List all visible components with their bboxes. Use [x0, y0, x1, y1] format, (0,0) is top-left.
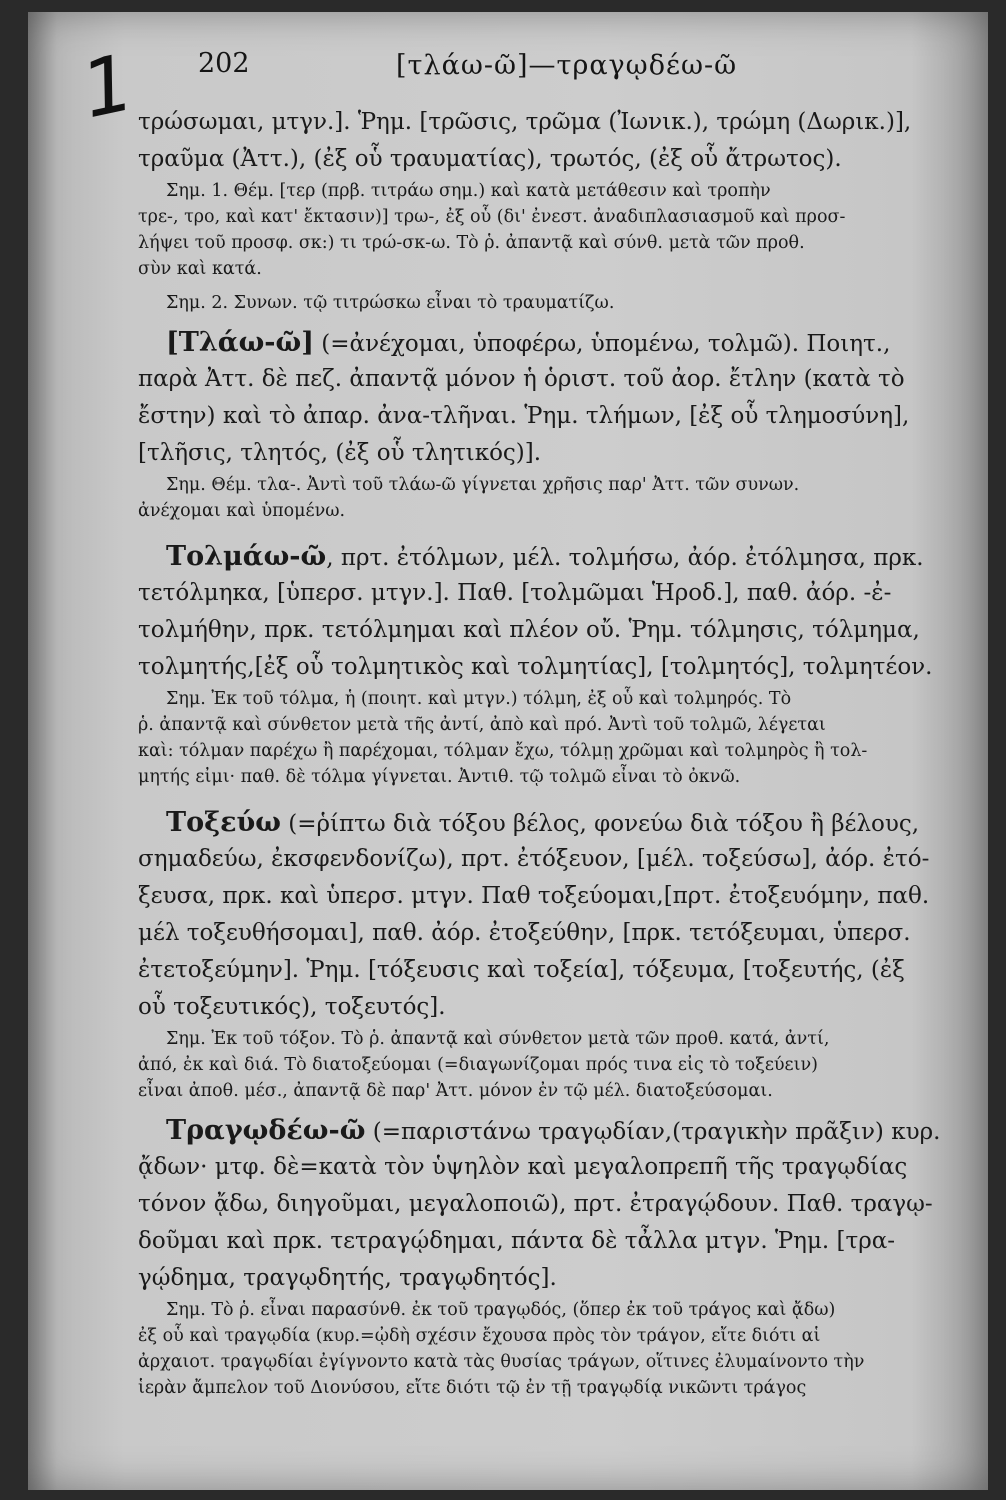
- page-header: [198, 40, 818, 90]
- note-line: καὶ: τόλμαν παρέχω ἢ παρέχομαι, τόλμαν ἔχω, τόλμῃ χρῶμαι καὶ τολμηρὸς ἢ τολ-: [138, 741, 868, 761]
- text-line: παρὰ Ἀττ. δὲ πεζ. ἀπαντᾷ μόνον ἡ ὁριστ. τοῦ ἀορ. ἔτλην (κατὰ τὸ: [138, 366, 905, 392]
- note-line: Σημ. Ἐκ τοῦ τόλμα, ἡ (ποιητ. καὶ μτγν.) τόλμη, ἐξ οὗ καὶ τολμηρός. Τὸ: [166, 689, 792, 709]
- text-line: [τλῆσις, τλητός, (ἐξ οὗ τλητικός)].: [138, 440, 542, 466]
- text-line: γῴδημα, τραγῳδητής, τραγῳδητός].: [138, 1265, 557, 1291]
- entry-text: (=παριστάνω τραγῳδίαν,(τραγικὴν πρᾶξιν) κυρ.: [365, 1119, 941, 1145]
- text-line: δοῦμαι καὶ πρκ. τετραγῴδημαι, πάντα δὲ τἆλλα μτγν. Ῥημ. [τρα-: [138, 1228, 896, 1254]
- note-line: Σημ. 2. Συνων. τῷ τιτρώσκω εἶναι τὸ τραυματίζω.: [166, 293, 615, 313]
- text-line: σημαδεύω, ἐκσφενδονίζω), πρτ. ἐτόξευον, [μέλ. τοξεύσω], ἀόρ. ἐτό-: [138, 846, 930, 872]
- entry-first-line: [138, 1112, 974, 1149]
- text-line: τραῦμα (Ἀττ.), (ἐξ οὗ τραυματίας), τρωτός, (ἐξ οὗ ἄτρωτος).: [138, 146, 842, 172]
- book-page: [28, 12, 988, 1490]
- note-line: Σημ. Θέμ. τλα-. Ἀντὶ τοῦ τλάω-ῶ γίγνεται χρῆσις παρ' Ἀττ. τῶν συνων.: [166, 475, 800, 495]
- text-line: τολμήθην, πρκ. τετόλμημαι καὶ πλέον οὔ. Ῥημ. τόλμησις, τόλμημα,: [138, 617, 920, 643]
- note-line: ἀπό, ἐκ καὶ διά. Τὸ διατοξεύομαι (=διαγωνίζομαι πρός τινα εἰς τὸ τοξεύειν): [138, 1055, 818, 1075]
- lemma-tlao: [Τλάω-ῶ]: [166, 327, 314, 358]
- note-line: Σημ. Τὸ ῥ. εἶναι παρασύνθ. ἐκ τοῦ τραγῳδός, (ὅπερ ἐκ τοῦ τράγος καὶ ᾄδω): [166, 1300, 836, 1320]
- note-line: λήψει τοῦ προσφ. σκ:) τι τρώ-σκ-ω. Τὸ ῥ. ἀπαντᾷ καὶ σύνθ. μετὰ τῶν προθ.: [138, 233, 805, 253]
- text-line: οὗ τοξευτικός), τοξευτός].: [138, 994, 446, 1020]
- note-line: ἀνέχομαι καὶ ὑπομένω.: [138, 501, 346, 521]
- entry-text: (=ἀνέχομαι, ὑποφέρω, ὑπομένω, τολμῶ). Ποιητ.,: [313, 331, 891, 357]
- lemma-tolmao: Τολμάω-ῶ: [166, 541, 327, 572]
- text-line: ᾄδων· μτφ. δὲ=κατὰ τὸν ὑψηλὸν καὶ μεγαλοπρεπῆ τῆς τραγῳδίας: [138, 1154, 908, 1180]
- entry-text: (=ῥίπτω διὰ τόξου βέλος, φονεύω διὰ τόξου ἢ βέλους,: [280, 811, 920, 837]
- text-line: τετόλμηκα, [ὑπερσ. μτγν.]. Παθ. [τολμῶμαι Ἡροδ.], παθ. ἀόρ. -ἐ-: [138, 580, 892, 606]
- note-line: ἱερὰν ἄμπελον τοῦ Διονύσου, εἴτε διότι τῷ ἐν τῇ τραγῳδίᾳ νικῶντι τράγος: [138, 1378, 807, 1398]
- text-line: τόνον ᾄδω, διηγοῦμαι, μεγαλοποιῶ), πρτ. ἐτραγῴδουν. Παθ. τραγῳ-: [138, 1191, 933, 1217]
- note-line: μητής εἰμι· παθ. δὲ τόλμα γίγνεται. Ἀντιθ. τῷ τολμῶ εἶναι τὸ ὀκνῶ.: [138, 767, 741, 787]
- entry-first-line: [138, 538, 974, 575]
- entry-first-line: [138, 804, 974, 841]
- note-line: ἐξ οὗ καὶ τραγῳδία (κυρ.=ᾠδὴ σχέσιν ἔχουσα πρὸς τὸν τράγον, εἴτε διότι αἱ: [138, 1326, 821, 1346]
- lemma-toxeuo: Τοξεύω: [166, 807, 281, 838]
- note-line: ῥ. ἀπαντᾷ καὶ σύνθετον μετὰ τῆς ἀντί, ἀπὸ καὶ πρό. Ἀντὶ τοῦ τολμῶ, λέγεται: [138, 715, 826, 735]
- running-head: [τλάω-ῶ]—τραγῳδέω-ῶ: [396, 50, 738, 81]
- note-line: Σημ. Ἐκ τοῦ τόξον. Τὸ ῥ. ἀπαντᾷ καὶ σύνθετον μετὰ τῶν προθ. κατά, ἀντί,: [166, 1029, 830, 1049]
- dictionary-text: [138, 104, 974, 1401]
- entry-first-line: [138, 324, 974, 361]
- entry-text: , πρτ. ἐτόλμων, μέλ. τολμήσω, ἀόρ. ἐτόλμησα, πρκ.: [326, 545, 924, 571]
- note-line: σὺν καὶ κατά.: [138, 259, 262, 279]
- text-line: ἔστην) καὶ τὸ ἀπαρ. ἀνα-τλῆναι. Ῥημ. τλήμων, [ἐξ οὗ τλημοσύνη],: [138, 403, 910, 429]
- text-line: ξευσα, πρκ. καὶ ὑπερσ. μτγν. Παθ τοξεύομαι,[πρτ. ἐτοξευόμην, παθ.: [138, 883, 930, 909]
- text-line: τολμητής,[ἐξ οὗ τολμητικὸς καὶ τολμητίας], [τολμητός], τολμητέον.: [138, 654, 933, 680]
- text-line: ἐτετοξεύμην]. Ῥημ. [τόξευσις καὶ τοξεία], τόξευμα, [τοξευτής, (ἐξ: [138, 957, 905, 983]
- note-line: Σημ. 1. Θέμ. [τερ (πρβ. τιτράω σημ.) καὶ κατὰ μετάθεσιν καὶ τροπὴν: [166, 181, 771, 201]
- lemma-tragodeo: Τραγῳδέω-ῶ: [166, 1115, 366, 1146]
- note-line: ἀρχαιοτ. τραγῳδίαι ἐγίγνοντο κατὰ τὰς θυσίας τράγων, οἵτινες ἐλυμαίνοντο τὴν: [138, 1352, 865, 1372]
- text-line: μέλ τοξευθήσομαι], παθ. ἀόρ. ἐτοξεύθην, [πρκ. τετόξευμαι, ὑπερσ.: [138, 920, 911, 946]
- handwritten-margin-mark: 1: [74, 37, 142, 137]
- text-line: τρώσωμαι, μτγν.]. Ῥημ. [τρῶσις, τρῶμα (Ἰωνικ.), τρώμη (Δωρικ.)],: [138, 109, 912, 135]
- page-number: 202: [198, 48, 250, 79]
- note-line: εἶναι ἀποθ. μέσ., ἀπαντᾷ δὲ παρ' Ἀττ. μόνον ἐν τῷ μέλ. διατοξεύσομαι.: [138, 1081, 773, 1101]
- note-line: τρε-, τρο, καὶ κατ' ἔκτασιν)] τρω-, ἐξ οὗ (δι' ἐνεστ. ἀναδιπλασιασμοῦ καὶ προσ-: [138, 207, 846, 227]
